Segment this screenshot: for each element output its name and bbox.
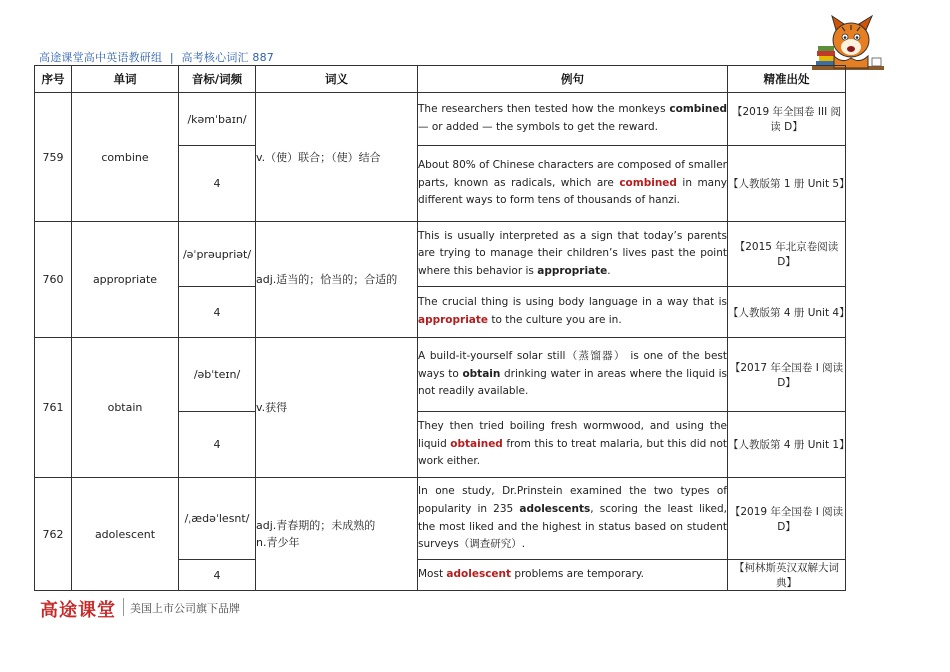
- table-row: [35, 222, 846, 287]
- entry-frequency: 4: [179, 146, 256, 222]
- entry-phonetic: /əˈprəupriət/: [179, 222, 256, 287]
- header-title: 高考核心词汇 887: [181, 51, 275, 64]
- entry-number: 759: [35, 93, 72, 222]
- example-sentence: The crucial thing is using body language in a way that is appropriate to the culture you are in.: [418, 287, 728, 338]
- entry-phonetic: /ˌædəˈlesnt/: [179, 478, 256, 560]
- entry-number: 762: [35, 478, 72, 591]
- entry-number: 761: [35, 338, 72, 478]
- entry-frequency: 4: [179, 560, 256, 591]
- entry-phonetic: /əbˈteɪn/: [179, 338, 256, 412]
- entry-word: appropriate: [72, 222, 179, 338]
- example-keyword: obtain: [462, 367, 501, 380]
- col-header-word: 单词: [72, 66, 179, 93]
- example-source: 【人教版第 4 册 Unit 1】: [728, 412, 846, 478]
- example-source: 【2019 年全国卷 I 阅读 D】: [728, 478, 846, 560]
- example-keyword: obtained: [450, 437, 503, 450]
- entry-number: 760: [35, 222, 72, 338]
- entry-meaning: [256, 478, 418, 591]
- col-header-phonetic: 音标/词频: [179, 66, 256, 93]
- meaning-line: n.青少年: [256, 536, 300, 549]
- entry-meaning: [256, 338, 418, 478]
- table-header-row: [35, 66, 846, 93]
- example-keyword: appropriate: [418, 314, 489, 326]
- example-keyword: combined: [619, 176, 677, 189]
- meaning-line: v.获得: [256, 401, 288, 414]
- meaning-line: adj.适当的；恰当的；合适的: [256, 273, 398, 286]
- entry-meaning: [256, 222, 418, 338]
- col-header-example: 例句: [418, 66, 728, 93]
- entry-phonetic: /kəmˈbaɪn/: [179, 93, 256, 146]
- brand-logo: 高途课堂: [40, 600, 116, 621]
- example-source: 【人教版第 4 册 Unit 4】: [728, 287, 846, 338]
- footer-divider: [123, 598, 124, 616]
- table-row: [35, 93, 846, 146]
- meaning-line: v.（使）联合；（使）结合: [256, 150, 381, 164]
- example-sentence: They then tried boiling fresh wormwood, and using the liquid obtained from this to treat malaria, but this did not work either.: [418, 412, 728, 478]
- example-source: 【2019 年全国卷 III 阅读 D】: [728, 93, 846, 146]
- entry-frequency: 4: [179, 412, 256, 478]
- example-keyword: appropriate: [537, 264, 608, 277]
- example-keyword: adolescents: [519, 502, 591, 515]
- example-keyword: combined: [669, 103, 727, 116]
- example-sentence: The researchers then tested how the monkeys combined — or added — the symbols to get the reward.: [418, 93, 728, 146]
- example-keyword: adolescent: [446, 568, 512, 581]
- example-sentence: A build-it-yourself solar still（蒸馏器） is one of the best ways to obtain drinking water in areas where the liquid is not readily available.: [418, 338, 728, 412]
- example-source: 【人教版第 1 册 Unit 5】: [728, 146, 846, 222]
- vocabulary-table: [34, 65, 850, 591]
- example-sentence: About 80% of Chinese characters are composed of smaller parts, known as radicals, which are combined in many different ways to form tens of thousands of hanzi.: [418, 146, 728, 222]
- tiger-mascot-icon: [812, 12, 884, 70]
- header-org: 高途课堂高中英语教研组: [39, 51, 163, 64]
- entry-meaning: [256, 93, 418, 222]
- table-row: [35, 338, 846, 412]
- entry-word: obtain: [72, 338, 179, 478]
- meaning-line: adj.青春期的；未成熟的: [256, 519, 376, 532]
- table-row: [35, 478, 846, 560]
- example-sentence: In one study, Dr.Prinstein examined the two types of popularity in 235 adolescents, scoring the least liked, the most liked and the highest in status based on student surveys（调查研究）.: [418, 478, 728, 560]
- col-header-number: 序号: [35, 66, 72, 93]
- example-sentence: Most adolescent problems are temporary.: [418, 560, 728, 591]
- example-source: 【柯林斯英汉双解大词典】: [728, 560, 846, 591]
- example-sentence: This is usually interpreted as a sign that today’s parents are trying to manage their children’s lives past the point where this behavior is appropriate.: [418, 222, 728, 287]
- example-source: 【2017 年全国卷 I 阅读 D】: [728, 338, 846, 412]
- header-separator: |: [169, 51, 174, 64]
- brand-tagline: 美国上市公司旗下品牌: [130, 602, 240, 615]
- example-source: 【2015 年北京卷阅读 D】: [728, 222, 846, 287]
- entry-word: combine: [72, 93, 179, 222]
- entry-word: adolescent: [72, 478, 179, 591]
- page-header: [39, 49, 274, 65]
- col-header-source: 精准出处: [728, 66, 846, 93]
- col-header-meaning: 词义: [256, 66, 418, 93]
- entry-frequency: 4: [179, 287, 256, 338]
